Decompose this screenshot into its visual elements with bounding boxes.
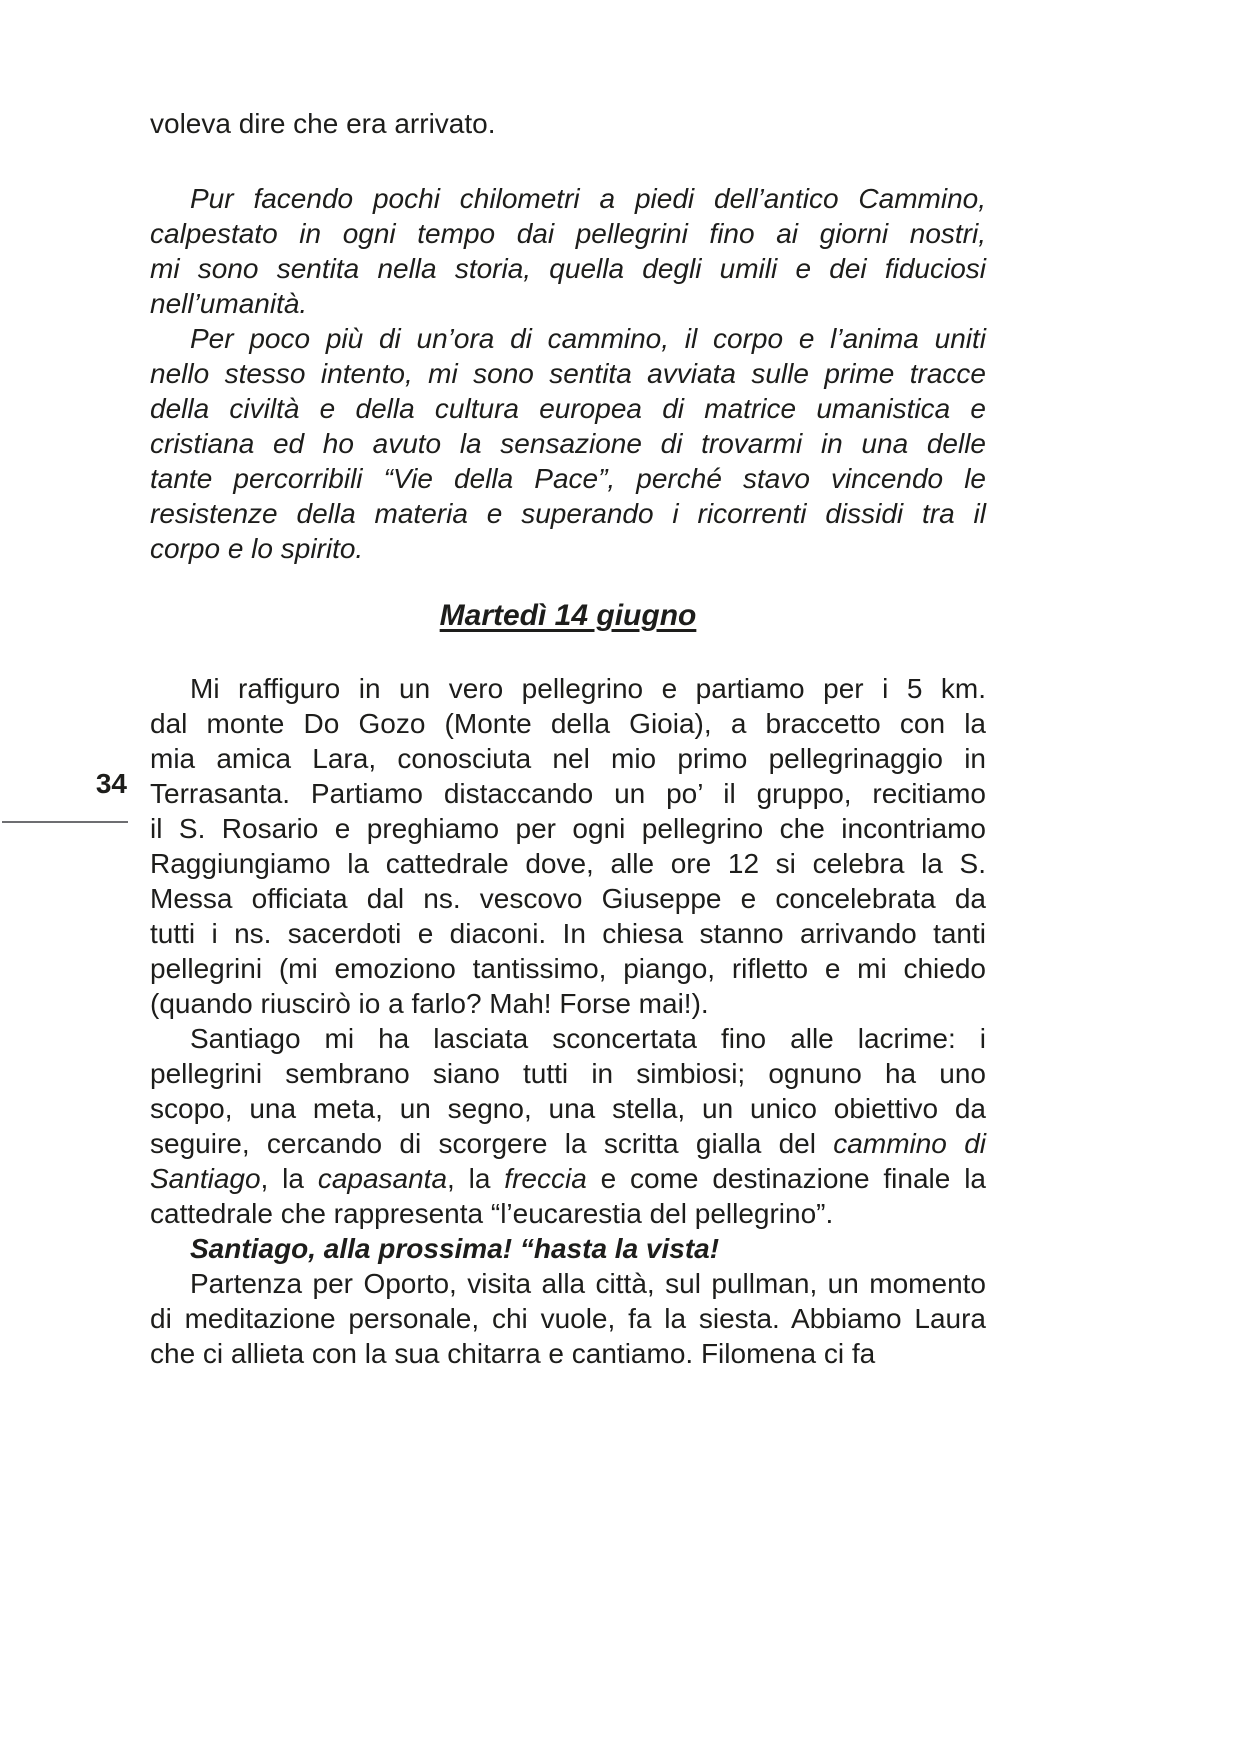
- paragraph-mi-raffiguro: [150, 671, 986, 1021]
- text-line: Mi raffiguro in un vero pellegrino e partiamo per i 5 km.: [190, 673, 986, 704]
- text-line: dal monte Do Gozo (Monte della Gioia), a braccetto con la: [150, 708, 986, 739]
- text-line: calpestato in ogni tempo dai pellegrini fino ai giorni nostri,: [150, 218, 986, 249]
- text-segment: seguire, cercando di scorgere la scritta gialla del: [150, 1128, 834, 1159]
- text-segment: , la: [447, 1163, 505, 1194]
- text-segment: e come destinazione finale la: [586, 1163, 986, 1194]
- text-line: Per poco più di un’ora di cammino, il corpo e l’anima uniti: [190, 323, 986, 354]
- paragraph-santiago: [150, 1021, 986, 1231]
- section-heading-text: Martedì 14 giugno: [439, 599, 697, 632]
- text-line: che ci allieta con la sua chitarra e cantiamo. Filomena ci fa: [150, 1338, 876, 1369]
- text-segment: , la: [260, 1163, 318, 1194]
- text-line: cristiana ed ho avuto la sensazione di trovarmi in una delle: [150, 428, 986, 459]
- paragraph-per-poco: [150, 321, 986, 566]
- text-line: [150, 1126, 986, 1161]
- text-line: il S. Rosario e preghiamo per ogni pellegrino che incontriamo: [150, 813, 986, 844]
- paragraph-pur-facendo: [150, 181, 986, 321]
- text-line: nello stesso intento, mi sono sentita avviata sulle prime tracce: [150, 358, 986, 389]
- text-segment-italic: capasanta: [317, 1163, 448, 1194]
- text-line: [150, 1161, 986, 1196]
- text-line: tutti i ns. sacerdoti e diaconi. In chiesa stanno arrivando tanti: [150, 918, 986, 949]
- line-hasta-la-vista: Santiago, alla prossima! “hasta la vista!: [190, 1233, 720, 1264]
- text-line: Pur facendo pochi chilometri a piedi dell’antico Cammino,: [190, 183, 986, 214]
- text-segment-italic: cammino di: [833, 1128, 986, 1159]
- text-line: corpo e lo spirito.: [150, 533, 364, 564]
- text-line: pellegrini sembrano siano tutti in simbiosi; ognuno ha uno: [150, 1058, 986, 1089]
- text-line: Messa officiata dal ns. vescovo Giuseppe e concelebrata da: [150, 883, 986, 914]
- text-segment-italic: freccia: [504, 1163, 587, 1194]
- paragraph-partenza: [150, 1266, 986, 1371]
- text-line: tante percorribili “Vie della Pace”, perché stavo vincendo le: [150, 463, 986, 494]
- intro-line: voleva dire che era arrivato.: [150, 108, 496, 139]
- text-line: Terrasanta. Partiamo distaccando un po’ il gruppo, recitiamo: [150, 778, 986, 809]
- text-line: (quando riuscirò io a farlo? Mah! Forse mai!).: [150, 988, 709, 1019]
- text-line: scopo, una meta, un segno, una stella, un unico obiettivo da: [150, 1093, 986, 1124]
- section-heading: [150, 598, 986, 633]
- text-line: mi sono sentita nella storia, quella degli umili e dei fiduciosi: [150, 253, 986, 284]
- page-number: 34: [95, 768, 127, 799]
- text-line: Raggiungiamo la cattedrale dove, alle ore 12 si celebra la S.: [150, 848, 986, 879]
- text-line: pellegrini (mi emoziono tantissimo, piango, rifletto e mi chiedo: [150, 953, 986, 984]
- text-line: cattedrale che rappresenta “l’eucarestia del pellegrino”.: [150, 1198, 834, 1229]
- text-segment-italic: Santiago: [150, 1163, 261, 1194]
- text-line: della civiltà e della cultura europea di matrice umanistica e: [150, 393, 986, 424]
- text-line: nell’umanità.: [150, 288, 308, 319]
- page-number-rule: [2, 821, 128, 823]
- text-line: resistenze della materia e superando i ricorrenti dissidi tra il: [150, 498, 986, 529]
- text-line: Partenza per Oporto, visita alla città, sul pullman, un momento: [190, 1268, 986, 1299]
- text-block: [150, 106, 986, 1371]
- text-line: di meditazione personale, chi vuole, fa la siesta. Abbiamo Laura: [150, 1303, 986, 1334]
- text-line: Santiago mi ha lasciata sconcertata fino alle lacrime: i: [190, 1023, 986, 1054]
- text-line: mia amica Lara, conosciuta nel mio primo pellegrinaggio in: [150, 743, 986, 774]
